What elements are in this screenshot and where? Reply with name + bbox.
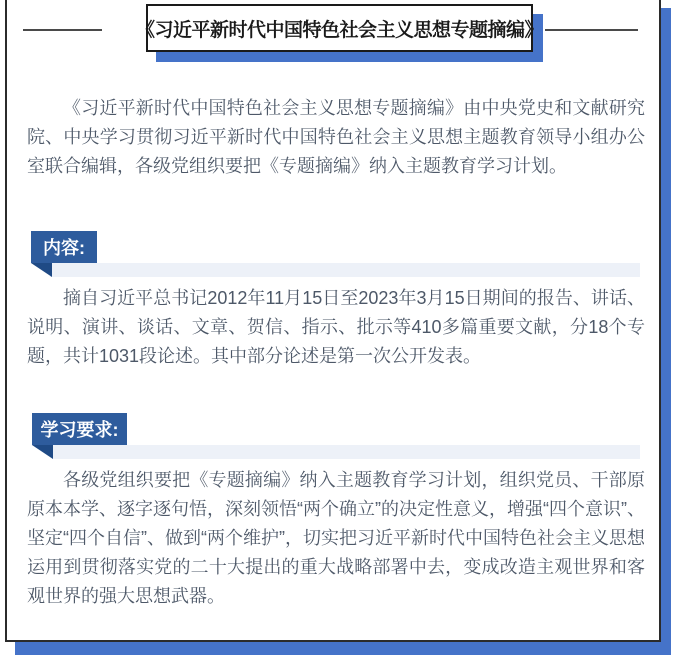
title-rule-left [23,29,102,31]
page-title: 《习近平新时代中国特色社会主义思想专题摘编》 [136,19,544,41]
section-content-fold [31,263,52,277]
section-requirements-bar [52,445,640,459]
section-content-label [31,231,97,263]
section-requirements-label [32,413,127,445]
title-box [136,4,544,52]
section-requirements-fold [32,445,53,459]
content-paragraph: 摘自习近平总书记2012年11月15日至2023年3月15日期间的报告、讲话、说明、演讲、谈话、文章、贺信、指示、批示等410多篇重要文献，分18个专题，共计1031段论述。其中部分论述是第一次公开发表。 [27,288,645,366]
title-rule-right [545,29,638,31]
requirements-paragraph: 各级党组织要把《专题摘编》纳入主题教育学习计划，组织党员、干部原原本本学、逐字逐句悟，深刻领悟“两个确立”的决定性意义，增强“四个意识”、坚定“四个自信”、做到“两个维护”，切实把习近平新时代中国特色社会主义思想运用到贯彻落实党的二十大提出的重大战略部署中去，变成改造主观世界和客观世界的强大思想武器。 [27,470,645,606]
intro-paragraph: 《习近平新时代中国特色社会主义思想专题摘编》由中央党史和文献研究院、中央学习贯彻习近平新时代中国特色社会主义思想主题教育领导小组办公室联合编辑，各级党组织要把《专题摘编》纳入主题教育学习计划。 [27,98,645,176]
section-content-bar [50,263,640,277]
section-requirements-label-text: 学习要求: [40,420,119,440]
section-content-label-text: 内容: [43,238,85,258]
